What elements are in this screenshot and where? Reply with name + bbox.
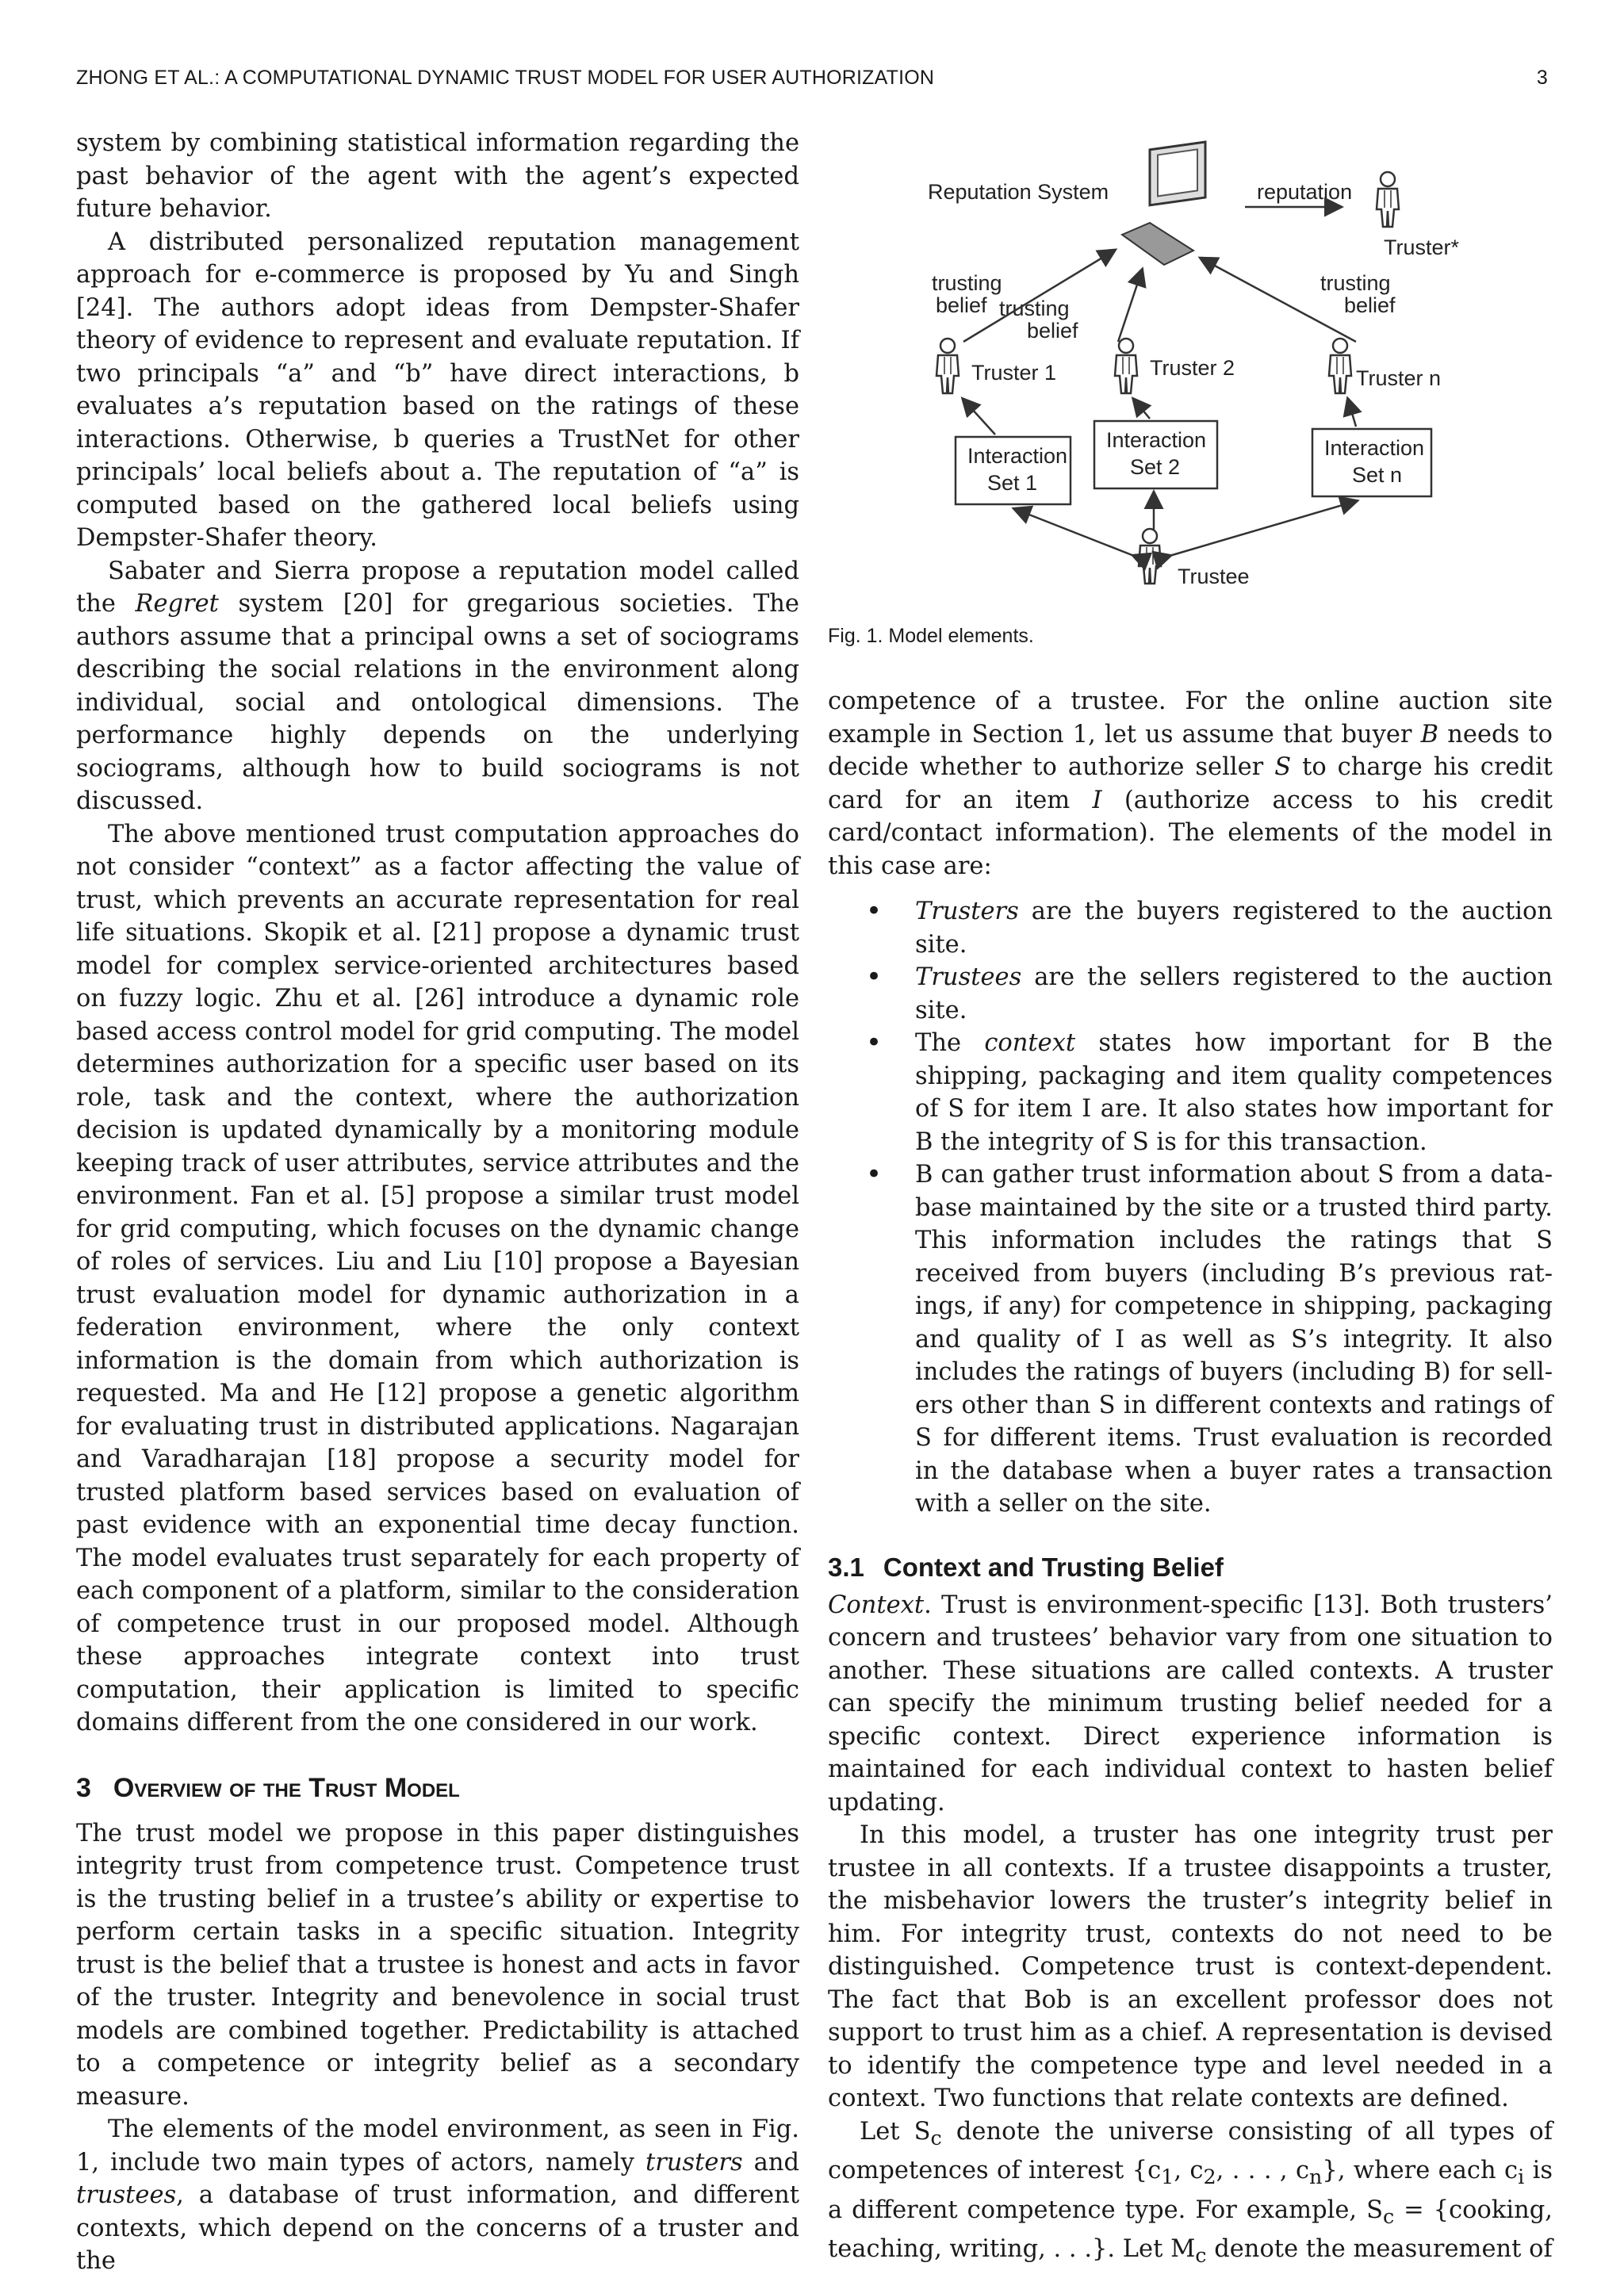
label-reputation-system: Reputation System <box>928 180 1109 204</box>
subsection-number: 3.1 <box>828 1552 864 1582</box>
svg-text:trusting: trusting <box>932 271 1002 295</box>
svg-text:belief: belief <box>1027 319 1078 343</box>
label-truster-star: Truster* <box>1384 235 1460 259</box>
svg-text:Set n: Set n <box>1352 463 1403 487</box>
svg-text:Interaction: Interaction <box>1324 436 1425 460</box>
bullet-list <box>828 895 1553 1521</box>
paragraph: A distributed personalized reputation management approach for e-commerce is proposed by Yu and Singh [24]. The authors adopt ideas from Dempster-Shafer theory of evidence to represent and evaluate reputation. If two principals “a” and “b” have direct interactions, b evaluates a’s reputation based on the ratings of these interactions. Otherwise, b queries a TrustNet for other principals’ local beliefs about a. The reputation of “a” is computed based on the gathered local beliefs using Dempster-Shafer theory. <box>76 228 799 552</box>
trustee-icon <box>1139 529 1161 584</box>
truster-n-icon <box>1329 339 1351 393</box>
paragraph: The above mentioned trust computation approaches do not consider “context” as a factor affecting the value of trust, which prevents an accurate representation for real life situations. Skopik et al. [21] propose a dynamic trust model for complex service-oriented architectures based on fuzzy logic. Zhu et al. [26] introduce a dynamic role based access control model for grid computing. The model determines authorization for a specific user based on its role, task and the context, where the authorization decision is updated dynamically by a monitoring module keeping track of user attributes, service attributes and the environment. Fan et al. [5] propose a similar trust model for grid computing, which focuses on the dynamic change of roles of services. Liu and Liu [10] propose a Bayesian trust evaluation model for dynamic authorization in a federation environment, where the only context information is the domain from which authorization is requested. Ma and He [12] propose a genetic algorithm for evaluating trust in distributed applications. Nagarajan and Varadharajan [18] propose a security model for trusted platform based services based on evaluation of past evidence with an exponential time decay function. The model evaluates trust separately for each property of each component of a platform, similar to the consideration of competence trust in our proposed model. Although these approaches integrate context into trust computation, their application is limited to specific domains different from the one considered in our work. <box>76 820 799 1736</box>
label-truster-2: Truster 2 <box>1150 356 1235 380</box>
svg-text:Interaction: Interaction <box>1106 428 1207 452</box>
page-number: 3 <box>1536 67 1548 89</box>
truster-2-icon <box>1115 339 1137 393</box>
paragraph: Sabater and Sierra propose a reputation model called the Regret system [20] for gregarious societies. The authors assume that a principal owns a set of sociograms describing the social relations in the environment along individual, social and ontological dimensions. The performance highly depends on the underlying sociograms, although how to build sociograms is not discussed. <box>76 557 799 815</box>
svg-text:belief: belief <box>1344 293 1396 317</box>
subsection-title: Context and Trusting Belief <box>883 1552 1224 1582</box>
figure-model-elements <box>912 140 1467 599</box>
label-truster-n: Truster n <box>1356 366 1442 390</box>
truster-star-person-icon <box>1377 172 1399 227</box>
paragraph: Context. Trust is environment-specific [13]. Both trusters’ concern and trustees’ behavior vary from one situation to another. These situations are called contexts. A truster can specify the minimum trusting belief needed for a specific context. Direct experience information is maintained for each individual context to hasten belief updating. <box>828 1591 1553 1817</box>
paragraph: competence of a trustee. For the online auction site example in Section 1, let us assume that buyer B needs to decide whether to authorize seller S to charge his credit card for an item I (authorize access to his credit card/contact information). The elements of the model in this case are: <box>828 687 1553 880</box>
paragraph: The trust model we propose in this paper distinguishes integrity trust from competence trust. Competence trust is the trusting belief in a trustee’s ability or expertise to perform certain tasks in a specific situation. Integrity trust is the belief that a trustee is honest and acts in favor of the truster. Integrity and benevolence in social trust models are combined together. Predictability is attached to a competence or integrity belief as a secondary measure. <box>76 1819 799 2111</box>
label-trustee: Trustee <box>1178 565 1250 588</box>
model-diagram <box>912 140 1467 599</box>
emphasis: Regret <box>135 590 219 618</box>
truster-1-icon <box>936 339 959 393</box>
svg-text:trusting: trusting <box>999 297 1070 320</box>
left-column <box>76 127 799 2278</box>
list-item: • The context states how important for B the shipping, packaging and item quality competences of S for item I are. It also states how important for B the integrity of S is for this transaction. <box>915 1027 1553 1158</box>
label-reputation: reputation <box>1257 180 1353 204</box>
svg-text:Interaction: Interaction <box>967 444 1068 468</box>
svg-text:belief: belief <box>936 293 987 317</box>
svg-text:Set 1: Set 1 <box>987 471 1038 495</box>
right-column <box>828 685 1553 2272</box>
section-title: Overview of the Trust Model <box>113 1772 460 1803</box>
running-header <box>76 67 1548 90</box>
running-title: ZHONG ET AL.: A COMPUTATIONAL DYNAMIC TRUST MODEL FOR USER AUTHORIZATION <box>76 67 935 89</box>
figure-caption: Fig. 1. Model elements. <box>828 625 1034 647</box>
subsection-heading <box>828 1551 1553 1584</box>
paragraph: The elements of the model environment, as seen in Fig. 1, include two main types of actors, namely trusters and trustees, a database of trust information, and different contexts, which depend on the concerns of a truster and the <box>76 2115 800 2275</box>
section-number: 3 <box>76 1772 91 1803</box>
paragraph: Let $S_c$ denote the universe consisting of all types of competences of interest {$c_1$, $c_2$, . . . , $c_n$}, where each $c_i$ is a different competence type. For example, $S_c$ = {cooking, teaching, writing, . . .}. Let $M_c$ denote the measurement of <box>828 2117 1553 2268</box>
svg-text:Set 2: Set 2 <box>1130 455 1181 479</box>
section-heading <box>76 1771 799 1805</box>
label-truster-1: Truster 1 <box>971 361 1057 385</box>
list-item: • Trusters are the buyers registered to the auction site. <box>915 895 1553 961</box>
list-item: • Trustees are the sellers registered to the auction site. <box>915 961 1553 1027</box>
paragraph: In this model, a truster has one integrity trust per trustee in all contexts. If a trustee disappoints a truster, the misbehavior lowers the truster’s integrity belief in him. For integrity trust, contexts do not need to be distinguished. Competence trust is context-dependent. The fact that Bob is an excellent professor does not support to trust him as a chief. A representation is devised to identify the competence type and level needed in a context. Two functions that relate contexts are defined. <box>828 1821 1553 2112</box>
list-item: • B can gather trust information about S from a database maintained by the site or a trusted third party. This information includes the ratings that S received from buyers (including B’s previous ratings, if any) for competence in shipping, packaging and quality of I as well as S’s integrity. It also includes the ratings of buyers (including B) for sellers other than S in different contexts and ratings of S for different items. Trust evaluation is recorded in the database when a buyer rates a transaction with a seller on the site. <box>915 1158 1553 1521</box>
paragraph: system by combining statistical information regarding the past behavior of the agent with the agent’s expected future behavior. <box>76 129 799 223</box>
svg-text:trusting: trusting <box>1320 271 1391 295</box>
computer-icon <box>1122 142 1205 265</box>
